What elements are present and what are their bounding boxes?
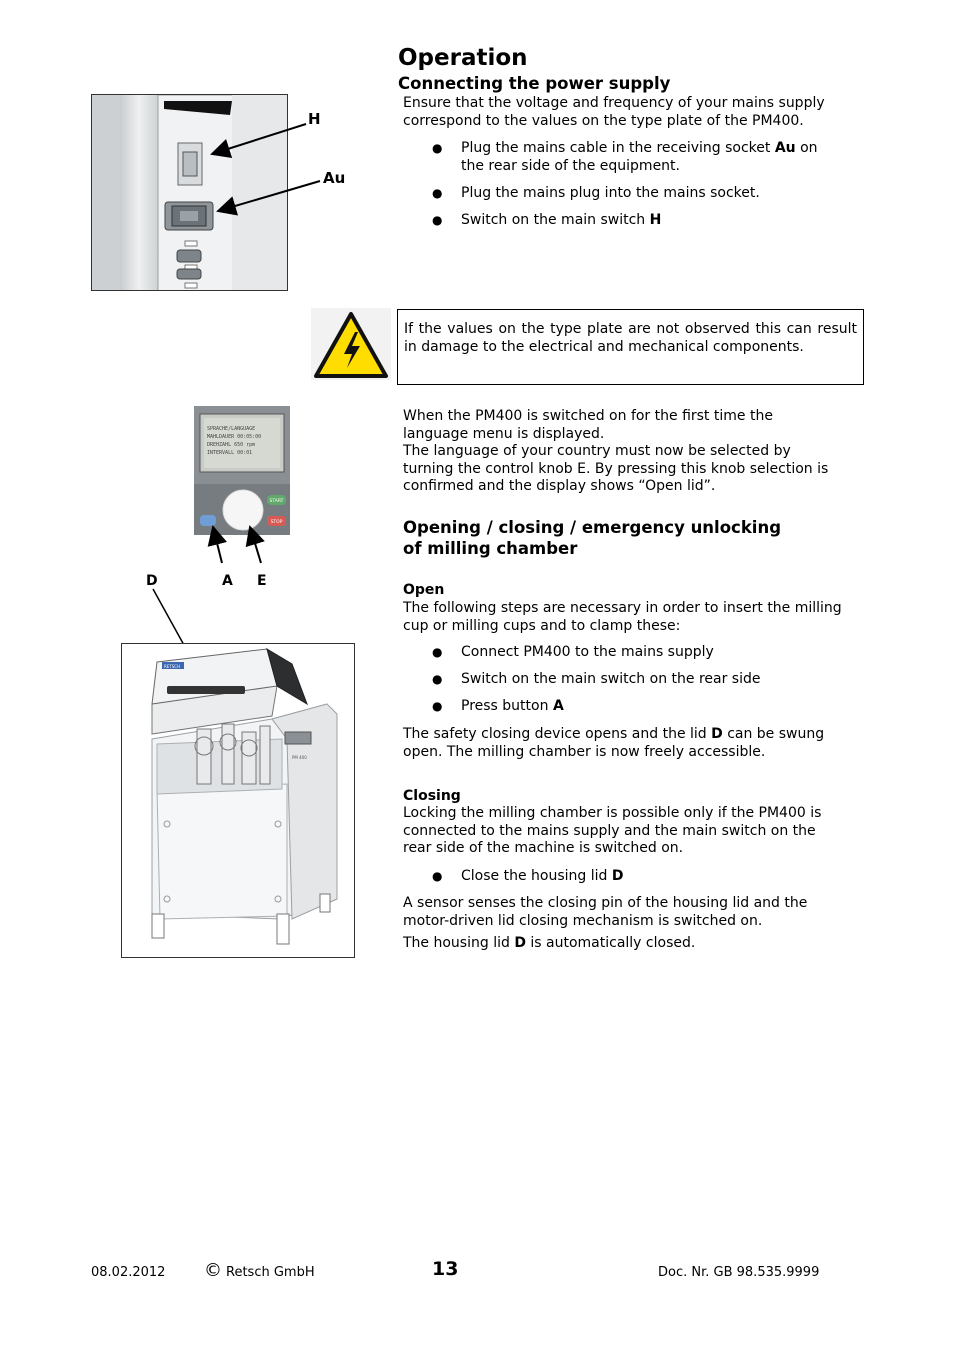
closing-final: The housing lid D is automatically closed. bbox=[403, 935, 696, 951]
bullet-main-switch: ● Switch on the main switch H bbox=[432, 212, 662, 228]
display-line-4: INTERVALL 00:01 bbox=[207, 450, 253, 456]
bullet-dot-icon: ● bbox=[432, 672, 443, 686]
section-title-power-supply: Connecting the power supply bbox=[398, 74, 671, 93]
label-a: A bbox=[222, 573, 233, 589]
open-intro: The following steps are necessary in order to insert the milling cup or milling cups and to clamp these: bbox=[403, 600, 842, 634]
bullet-press-a: ● Press button A bbox=[432, 698, 564, 714]
brand-label: RETSCH bbox=[164, 664, 181, 669]
bullet-dot-icon: ● bbox=[432, 213, 443, 227]
page-title: Operation bbox=[398, 45, 528, 71]
section-title-opening: Opening / closing / emergency unlocking of milling chamber bbox=[403, 518, 782, 558]
warning-text: If the values on the type plate are not observed this can result in damage to the electrical and mechanical components. bbox=[404, 321, 857, 355]
bullet-dot-icon: ● bbox=[432, 645, 443, 659]
copyright-icon: © bbox=[204, 1260, 222, 1281]
display-line-1: SPRACHE/LANGUAGE bbox=[207, 426, 256, 432]
bullet-switch-rear: ● Switch on the main switch on the rear side bbox=[432, 671, 761, 687]
power-supply-intro: Ensure that the voltage and frequency of your mains supply correspond to the values on the type plate of the PM400. bbox=[403, 95, 825, 129]
bullet-connect: ● Connect PM400 to the mains supply bbox=[432, 644, 714, 660]
bullet-plug-mains: ● Plug the mains plug into the mains socket. bbox=[432, 185, 760, 201]
high-voltage-warning-icon bbox=[311, 308, 391, 380]
label-e: E bbox=[257, 573, 267, 589]
bullet-close-lid: ● Close the housing lid D bbox=[432, 868, 624, 884]
bullet-dot-icon: ● bbox=[432, 699, 443, 713]
open-subtitle: Open bbox=[403, 582, 445, 598]
stop-label: STOP bbox=[270, 520, 283, 525]
pm400-machine-illustration bbox=[122, 644, 355, 958]
bullet-dot-icon: ● bbox=[432, 869, 443, 883]
control-panel-illustration bbox=[194, 406, 290, 535]
machine-figure bbox=[121, 643, 355, 958]
page-number: 13 bbox=[432, 1258, 459, 1280]
open-after: The safety closing device opens and the lid D can be swung open. The milling chamber is now freely accessible. bbox=[403, 726, 825, 760]
control-knob-e[interactable] bbox=[223, 490, 263, 530]
bullet-dot-icon: ● bbox=[432, 141, 443, 155]
bullet-plug-cable: ● Plug the mains cable in the receiving socket Au on the rear side of the equipment. bbox=[432, 140, 818, 174]
control-panel-figure bbox=[194, 406, 290, 535]
bullet-dot-icon: ● bbox=[432, 186, 443, 200]
footer-company: Retsch GmbH bbox=[226, 1265, 315, 1280]
warning-box bbox=[397, 309, 864, 385]
footer-date: 08.02.2012 bbox=[91, 1265, 166, 1280]
footer-doc-number: Doc. Nr. GB 98.535.9999 bbox=[658, 1265, 820, 1280]
label-d: D bbox=[146, 573, 158, 589]
closing-subtitle: Closing bbox=[403, 788, 461, 804]
label-au: Au bbox=[323, 169, 346, 187]
display-line-3: DREHZAHL 650 rpm bbox=[207, 442, 256, 448]
model-label: PM 400 bbox=[292, 755, 307, 760]
language-paragraph: When the PM400 is switched on for the first time the language menu is displayed. The language of your country must now be selected by turning the control knob E. By pressing this knob selection is confirmed and the display shows “Open lid”. bbox=[403, 408, 829, 494]
display-line-2: MAHLDAUER 00:05:00 bbox=[207, 434, 262, 440]
start-label: START bbox=[269, 499, 284, 504]
closing-intro: Locking the milling chamber is possible only if the PM400 is connected to the mains supply and the main switch on the rear side of the machine is switched on. bbox=[403, 805, 822, 856]
closing-after: A sensor senses the closing pin of the housing lid and the motor-driven lid closing mechanism is switched on. bbox=[403, 895, 808, 929]
label-h: H bbox=[308, 110, 321, 128]
